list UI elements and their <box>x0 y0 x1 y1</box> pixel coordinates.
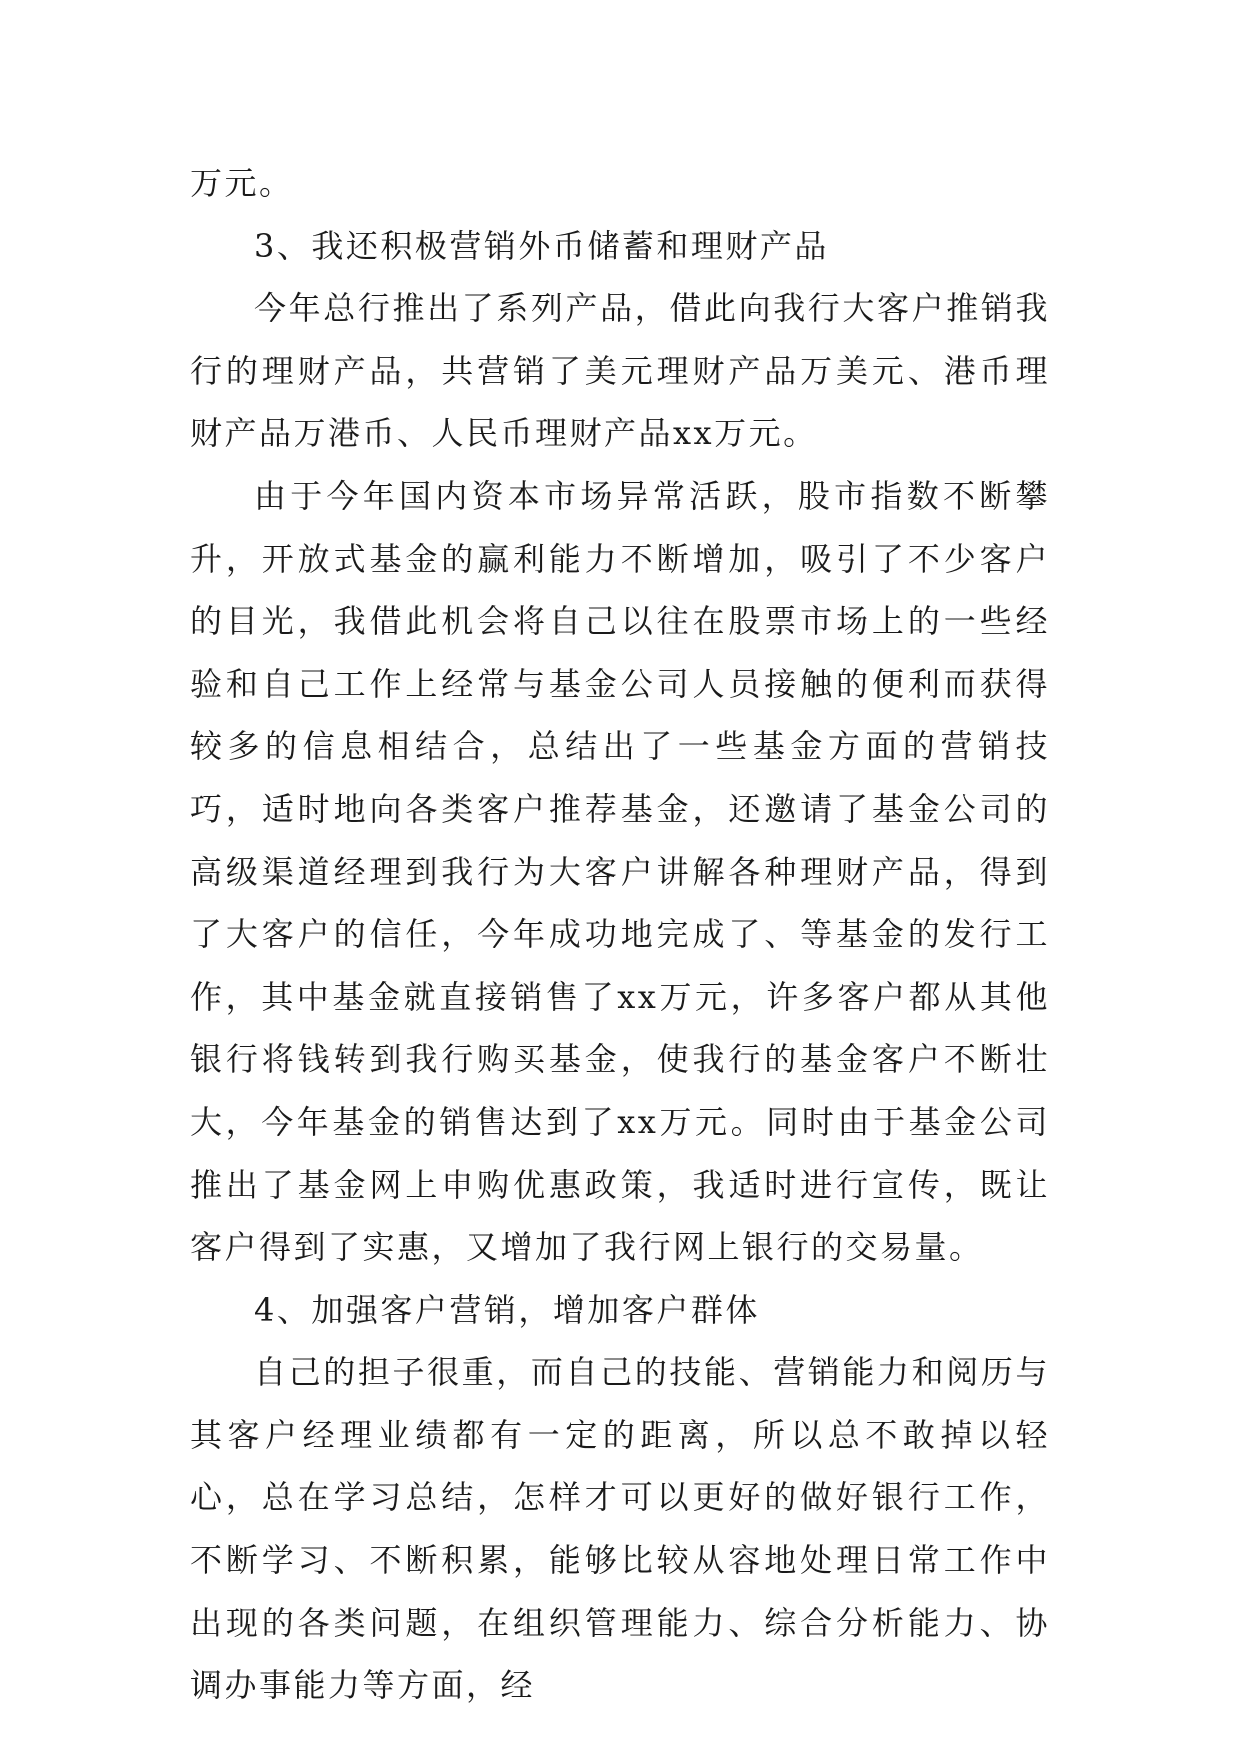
paragraph-self-improvement: 自己的担子很重，而自己的技能、营销能力和阅历与其客户经理业绩都有一定的距离，所以总不敢掉以轻心，总在学习总结，怎样才可以更好的做好银行工作，不断学习、不断积累，能够比较从容地处理日常工作中出现的各类问题，在组织管理能力、综合分析能力、协调办事能力等方面，经 <box>190 1353 1050 1705</box>
paragraph-continuation: 万元。 <box>190 164 294 202</box>
section-heading-4: 4、加强客户营销，增加客户群体 <box>254 1290 760 1329</box>
section-heading-3: 3、我还积极营销外币储蓄和理财产品 <box>254 226 829 265</box>
document-body <box>190 152 1050 1717</box>
paragraph-wealth-products: 今年总行推出了系列产品，借此向我行大客户推销我行的理财产品，共营销了美元理财产品万美元、港币理财产品万港币、人民币理财产品xx万元。 <box>190 289 1050 453</box>
paragraph-fund-marketing: 由于今年国内资本市场异常活跃，股市指数不断攀升，开放式基金的赢利能力不断增加，吸引了不少客户的目光，我借此机会将自己以往在股票市场上的一些经验和自己工作上经常与基金公司人员接触的便利而获得较多的信息相结合，总结出了一些基金方面的营销技巧，适时地向各类客户推荐基金，还邀请了基金公司的高级渠道经理到我行为大客户讲解各种理财产品，得到了大客户的信任，今年成功地完成了、等基金的发行工作，其中基金就直接销售了xx万元，许多客户都从其他银行将钱转到我行购买基金，使我行的基金客户不断壮大，今年基金的销售达到了xx万元。同时由于基金公司推出了基金网上申购优惠政策，我适时进行宣传，既让客户得到了实惠，又增加了我行网上银行的交易量。 <box>190 476 1050 1267</box>
